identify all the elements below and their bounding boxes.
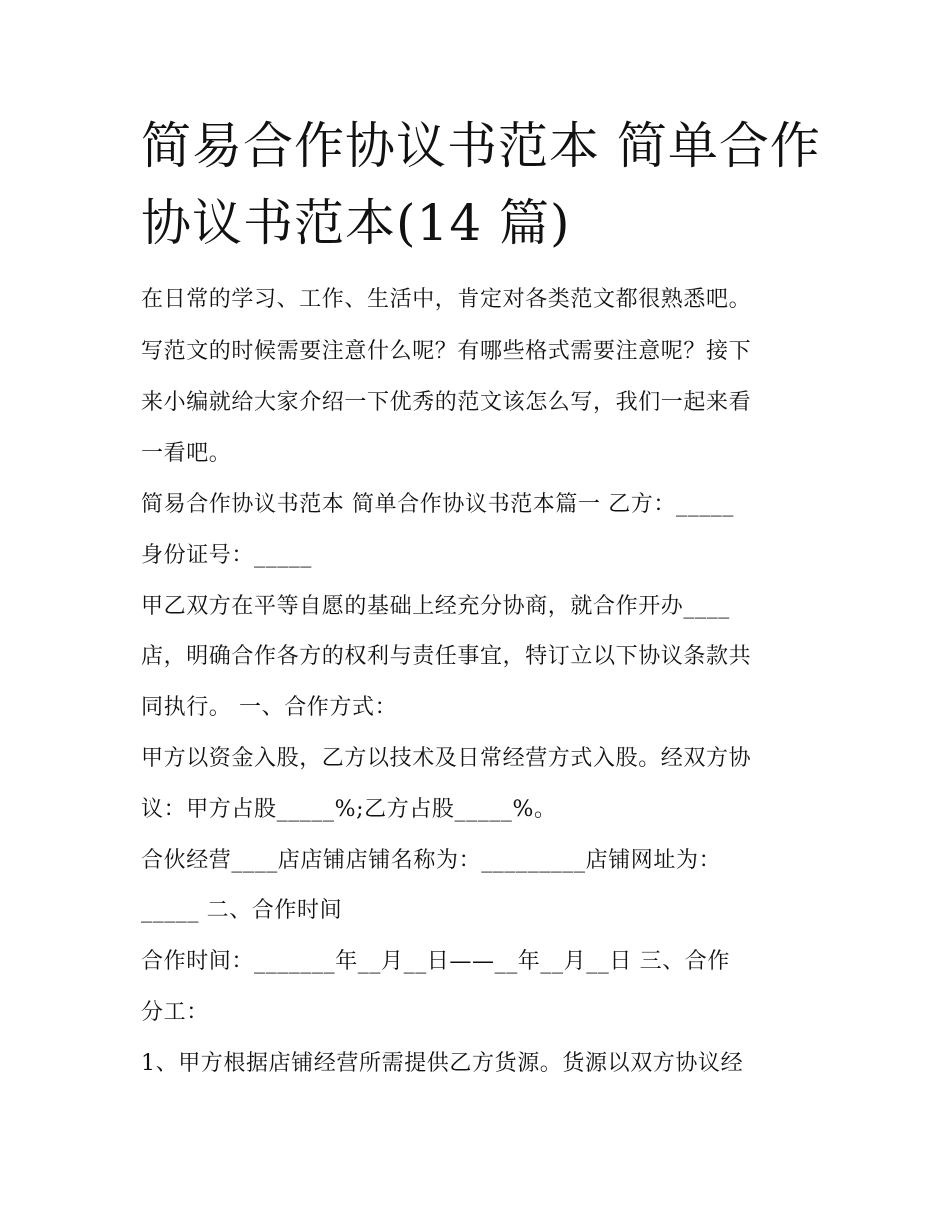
body-line-14: 合作时间：_______年__月__日——__年__月__日 三、合作 bbox=[141, 949, 730, 974]
document-title: 简易合作协议书范本 简单合作 协议书范本(14 篇) bbox=[141, 117, 821, 252]
body-line-7: 甲乙双方在平等自愿的基础上经充分协商，就合作开办____ bbox=[141, 594, 730, 619]
body-line-8: 店，明确合作各方的权利与责任事宜，特订立以下协议条款共 bbox=[141, 644, 752, 669]
body-line-11: 议：甲方占股_____%;乙方占股_____%。 bbox=[141, 797, 557, 822]
body-line-9: 同执行。 一、合作方式： bbox=[141, 695, 398, 720]
body-line-13: _____ 二、合作时间 bbox=[141, 898, 343, 923]
body-line-1: 在日常的学习、工作、生活中，肯定对各类范文都很熟悉吧。 bbox=[141, 287, 752, 312]
body-line-16: 1、甲方根据店铺经营所需提供乙方货源。货源以双方协议经 bbox=[141, 1051, 744, 1076]
body-line-15: 分工： bbox=[141, 1000, 209, 1025]
body-line-2: 写范文的时候需要注意什么呢？有哪些格式需要注意呢？接下 bbox=[141, 339, 752, 364]
body-line-4: 一看吧。 bbox=[141, 441, 232, 466]
body-line-3: 来小编就给大家介绍一下优秀的范文该怎么写，我们一起来看 bbox=[141, 390, 752, 415]
body-line-12: 合伙经营____店店铺店铺名称为：_________店铺网址为： bbox=[141, 848, 722, 873]
body-line-6: 身份证号：_____ bbox=[141, 543, 313, 568]
body-line-10: 甲方以资金入股，乙方以技术及日常经营方式入股。经双方协 bbox=[141, 746, 752, 771]
body-line-5: 简易合作协议书范本 简单合作协议书范本篇一 乙方：_____ bbox=[141, 492, 734, 517]
